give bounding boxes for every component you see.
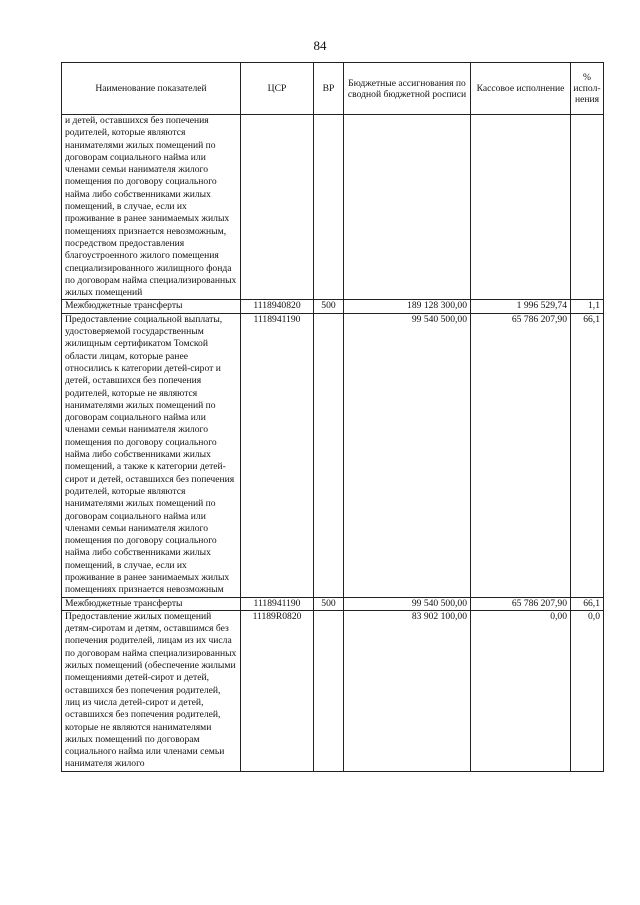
row-csr: 1118941190 — [241, 313, 314, 597]
row-vr: 500 — [314, 300, 344, 313]
row-vr: 500 — [314, 597, 344, 610]
row-percent: 66,1 — [571, 313, 604, 597]
row-vr — [314, 115, 344, 300]
row-cash: 65 786 207,90 — [471, 313, 571, 597]
row-allocations: 83 902 100,00 — [344, 610, 471, 771]
row-allocations: 99 540 500,00 — [344, 597, 471, 610]
table-row — [62, 300, 604, 313]
row-cash: 0,00 — [471, 610, 571, 771]
header-csr: ЦСР — [241, 63, 314, 115]
header-percent: % испол-нения — [571, 63, 604, 115]
table-row — [62, 313, 604, 597]
row-name: и детей, оставшихся без попечения родителей, которые являются нанимателями жилых помещений по договорам социального найма или членами семьи нанимателя жилого помещения по договору социального найма либо собственниками жилых помещений, в случае, если их проживание в ранее занимаемых жилых помещениях признается невозможным, посредством предоставления благоустроенного жилого помещения специализированного жилищного фонда по договорам найма специализированных жилых помещений — [62, 115, 241, 300]
header-cash: Кассовое исполнение — [471, 63, 571, 115]
row-percent — [571, 115, 604, 300]
row-csr: 1118941190 — [241, 597, 314, 610]
budget-table — [61, 62, 604, 772]
row-allocations: 99 540 500,00 — [344, 313, 471, 597]
row-cash — [471, 115, 571, 300]
row-percent: 1,1 — [571, 300, 604, 313]
header-name: Наименование показателей — [62, 63, 241, 115]
row-percent: 0,0 — [571, 610, 604, 771]
row-name: Предоставление жилых помещений детям-сиротам и детям, оставшимся без попечения родителей, лицам из их числа по договорам найма специализированных жилых помещений (обеспечение жилыми помещениями детей-сирот и детей, оставшихся без попечения родителей, лиц из числа детей-сирот и детей, оставшихся без попечения родителей, которые не являются нанимателями жилых помещений по договорам социального найма или членами семьи нанимателя жилого — [62, 610, 241, 771]
table-row — [62, 115, 604, 300]
header-allocations: Бюджетные ассигнования по сводной бюджетной росписи — [344, 63, 471, 115]
row-name: Межбюджетные трансферты — [62, 300, 241, 313]
row-cash: 1 996 529,74 — [471, 300, 571, 313]
row-allocations — [344, 115, 471, 300]
row-csr: 11189R0820 — [241, 610, 314, 771]
header-vr: ВР — [314, 63, 344, 115]
row-csr — [241, 115, 314, 300]
row-name: Предоставление социальной выплаты, удостоверяемой государственным жилищным сертификатом Томской области лицам, которые ранее относились к категории детей-сирот и детей, оставшихся без попечения родителей, которые не являются нанимателями жилых помещений по договорам социального найма или членами семьи нанимателя жилого помещения по договору социального найма либо собственниками жилых помещений, а также к категории детей-сирот и детей, оставшихся без попечения родителей, которые являются нанимателями жилых помещений по договорам социального найма или членами семьи нанимателя жилого помещения по договору социального найма либо собственниками жилых помещений, в случае, если их проживание в ранее занимаемых жилых помещениях признается невозможным — [62, 313, 241, 597]
table-row — [62, 610, 604, 771]
row-percent: 66,1 — [571, 597, 604, 610]
row-allocations: 189 128 300,00 — [344, 300, 471, 313]
row-name: Межбюджетные трансферты — [62, 597, 241, 610]
row-vr — [314, 313, 344, 597]
row-vr — [314, 610, 344, 771]
row-csr: 1118940820 — [241, 300, 314, 313]
page-number: 84 — [313, 38, 327, 53]
row-cash: 65 786 207,90 — [471, 597, 571, 610]
table-row — [62, 597, 604, 610]
table-header-row — [62, 63, 604, 115]
